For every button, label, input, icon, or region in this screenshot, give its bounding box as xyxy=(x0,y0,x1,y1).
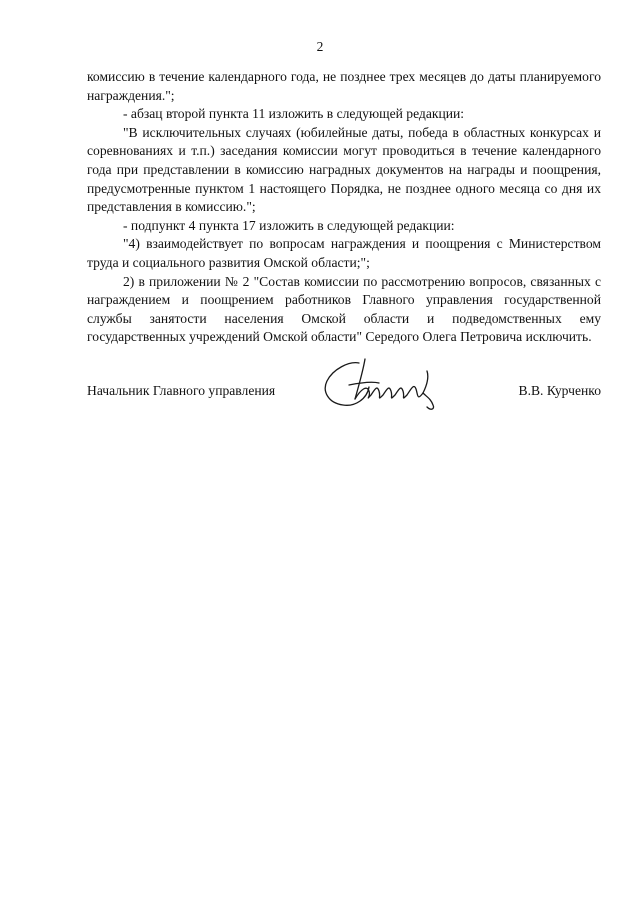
document-body xyxy=(87,68,601,347)
paragraph-continuation: комиссию в течение календарного года, не позднее трех месяцев до даты планируемого награждения."; xyxy=(87,69,601,103)
paragraph-item-11-text: "В исключительных случаях (юбилейные даты, победа в областных конкурсах и соревнованиях и т.п.) заседания комиссии могут проводиться в течение календарного года при представлении в комиссию наградных документов на награды и поощрения, предусмотренные пунктом 1 настоящего Порядка, не позднее одного месяца со дня их представления в комиссию."; xyxy=(87,124,601,215)
handwritten-signature-icon xyxy=(319,355,444,413)
paragraph-item-17-text: "4) взаимодействует по вопросам награждения и поощрения с Министерством труда и социального развития Омской области;"; xyxy=(87,236,601,270)
signatory-title: Начальник Главного управления xyxy=(87,383,276,398)
paragraph-item-11-intro: - абзац второй пункта 11 изложить в следующей редакции: xyxy=(123,106,465,122)
paragraph-item-17-intro: - подпункт 4 пункта 17 изложить в следующей редакции: xyxy=(123,217,455,233)
signature-block xyxy=(87,355,601,415)
page-number: 2 xyxy=(316,39,324,54)
signatory-name: В.В. Курченко xyxy=(518,383,601,398)
paragraph-appendix-2: 2) в приложении № 2 "Состав комиссии по рассмотрению вопросов, связанных с награждением и поощрением работников Главного управления государственной службы занятости населения Омской области и подведомственных ему государственных учреждений Омской области" Середого Олега Петровича исключить. xyxy=(87,273,601,345)
